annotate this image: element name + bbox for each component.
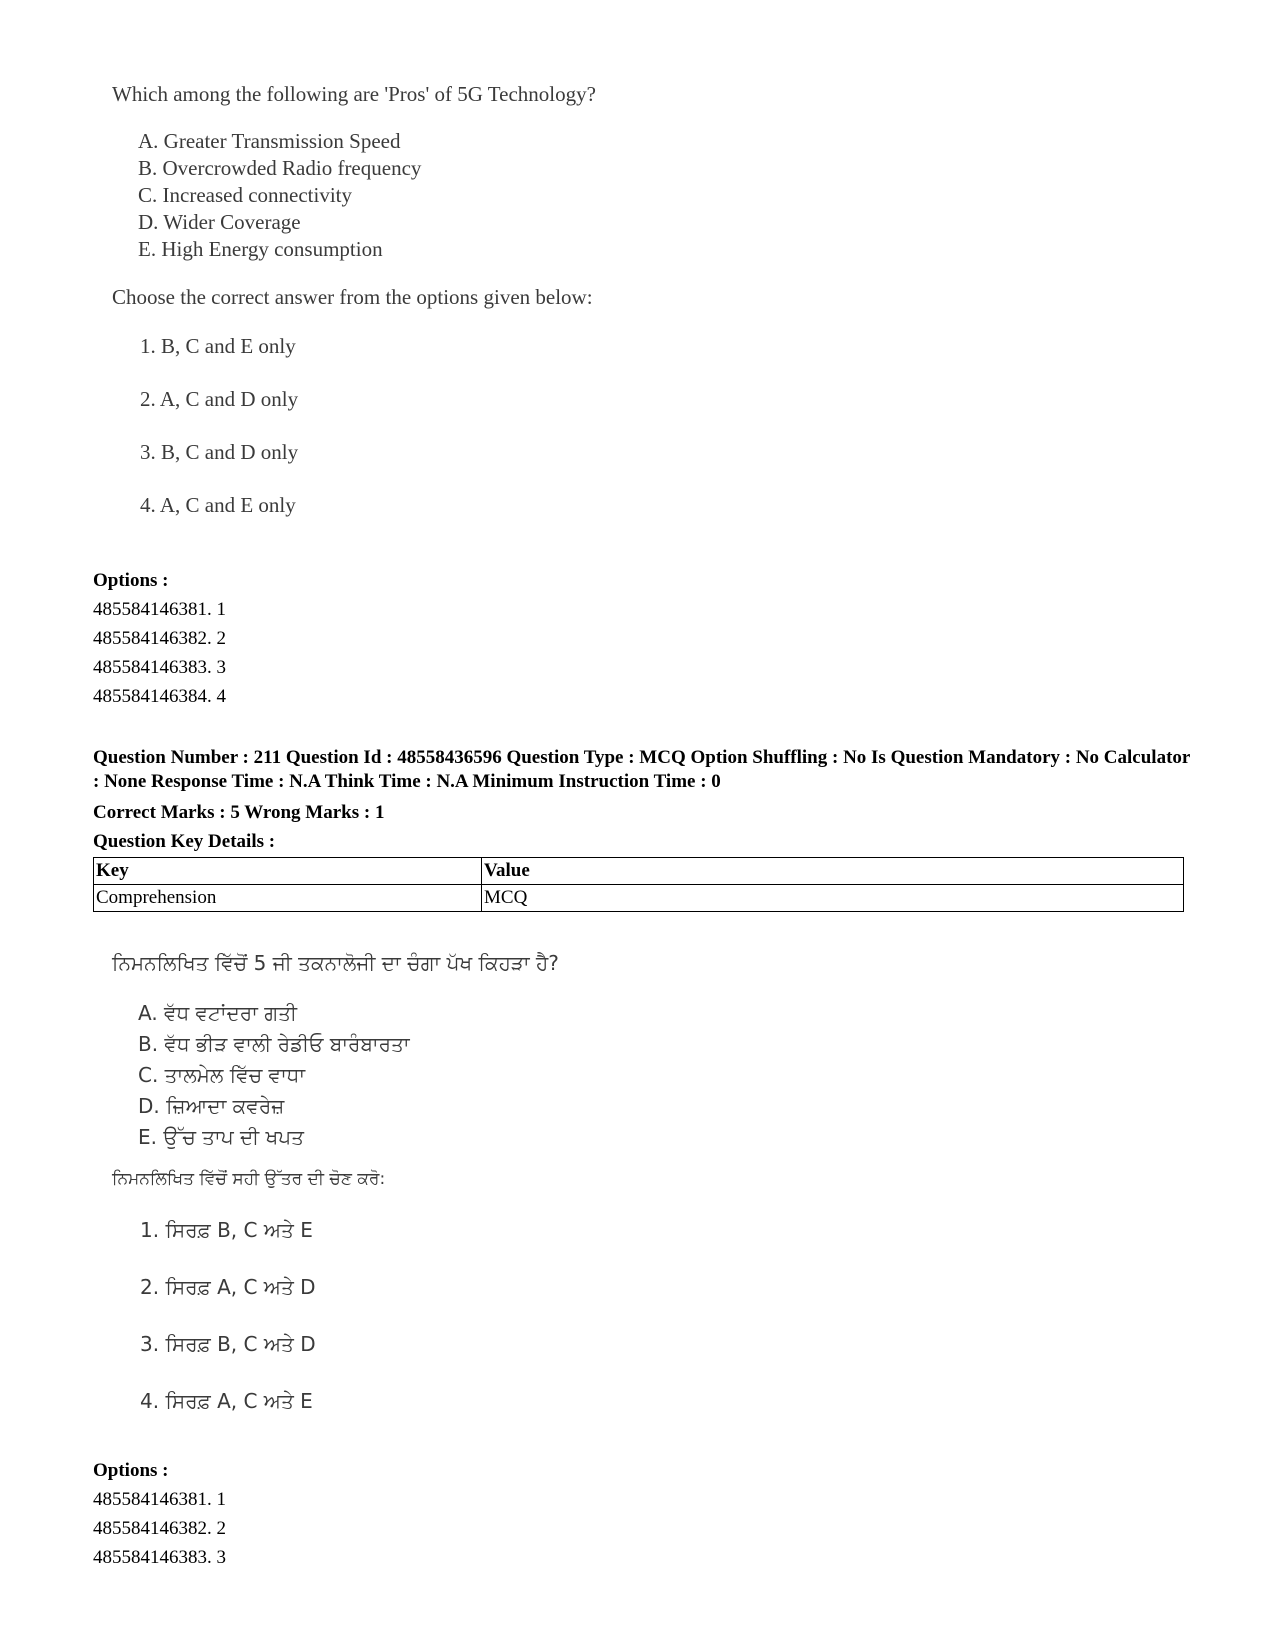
choose-instruction: Choose the correct answer from the options given below: bbox=[112, 285, 593, 309]
marks-info: Correct Marks : 5 Wrong Marks : 1 bbox=[93, 802, 385, 823]
answer-item: 4. A, C and E only bbox=[140, 493, 296, 517]
answer-item: 1. ਸਿਰਫ਼ B, C ਅਤੇ E bbox=[140, 1218, 313, 1242]
choose-instruction: ਨਿਮਨਲਿਖਿਤ ਵਿੱਚੋਂ ਸਹੀ ਉੱਤਰ ਦੀ ਚੋਣ ਕਰੋ: bbox=[112, 1169, 386, 1189]
statement-item: B. ਵੱਧ ਭੀੜ ਵਾਲੀ ਰੇਡੀਓ ਬਾਰੰਬਾਰਤਾ bbox=[138, 1032, 410, 1056]
table-cell-key: Comprehension bbox=[94, 885, 482, 912]
statement-item: C. ਤਾਲਮੇਲ ਵਿੱਚ ਵਾਧਾ bbox=[138, 1063, 306, 1087]
question-info: Question Number : 211 Question Id : 48558436596 Question Type : MCQ Option Shuffling : No Is Question Mandatory : No Calculator : None Response Time : N.A Think Time : N.A Minimum Instruction Time : 0 bbox=[93, 747, 1190, 792]
option-line: 485584146382. 2 bbox=[93, 1518, 226, 1539]
answer-list bbox=[112, 1215, 559, 1443]
option-line: 485584146381. 1 bbox=[93, 599, 226, 620]
option-line: 485584146381. 1 bbox=[93, 1489, 226, 1510]
key-details-heading: Question Key Details : bbox=[93, 831, 276, 852]
statement-item: E. High Energy consumption bbox=[138, 237, 383, 261]
statement-item: E. ਉੱਚ ਤਾਪ ਦੀ ਖਪਤ bbox=[138, 1125, 304, 1149]
statement-list bbox=[112, 128, 596, 263]
option-line: 485584146382. 2 bbox=[93, 628, 226, 649]
option-line: 485584146383. 3 bbox=[93, 657, 226, 678]
answer-item: 2. A, C and D only bbox=[140, 387, 299, 411]
question-image-punjabi bbox=[112, 948, 559, 1443]
options-heading: Options : bbox=[93, 570, 169, 591]
table-header-row bbox=[94, 858, 1184, 885]
statement-item: A. ਵੱਧ ਵਟਾਂਦਰਾ ਗਤੀ bbox=[138, 1001, 297, 1025]
table-cell-value: MCQ bbox=[482, 885, 1184, 912]
option-line: 485584146384. 4 bbox=[93, 686, 226, 707]
statement-item: A. Greater Transmission Speed bbox=[138, 129, 401, 153]
options-block bbox=[93, 1456, 226, 1572]
options-block bbox=[93, 566, 226, 711]
table-header-key: Key bbox=[94, 858, 482, 885]
answer-item: 2. ਸਿਰਫ਼ A, C ਅਤੇ D bbox=[140, 1275, 316, 1299]
table-row bbox=[94, 885, 1184, 912]
statement-item: B. Overcrowded Radio frequency bbox=[138, 156, 422, 180]
answer-list bbox=[112, 331, 596, 543]
statement-list bbox=[112, 998, 559, 1153]
statement-item: C. Increased connectivity bbox=[138, 183, 352, 207]
answer-item: 4. ਸਿਰਫ਼ A, C ਅਤੇ E bbox=[140, 1389, 313, 1413]
table-header-value: Value bbox=[482, 858, 1184, 885]
question-stem: ਨਿਮਨਲਿਖਿਤ ਵਿੱਚੋਂ 5 ਜੀ ਤਕਨਾਲੋਜੀ ਦਾ ਚੰਗਾ ਪੱਖ ਕਿਹੜਾ ਹੈ? bbox=[112, 951, 559, 975]
key-details-table bbox=[93, 857, 1184, 912]
option-line: 485584146383. 3 bbox=[93, 1547, 226, 1568]
answer-item: 1. B, C and E only bbox=[140, 334, 296, 358]
statement-item: D. Wider Coverage bbox=[138, 210, 301, 234]
options-heading: Options : bbox=[93, 1460, 169, 1481]
question-image-english bbox=[112, 82, 596, 543]
question-meta bbox=[93, 746, 1193, 856]
statement-item: D. ਜ਼ਿਆਦਾ ਕਵਰੇਜ਼ bbox=[138, 1094, 285, 1118]
answer-item: 3. ਸਿਰਫ਼ B, C ਅਤੇ D bbox=[140, 1332, 316, 1356]
answer-item: 3. B, C and D only bbox=[140, 440, 299, 464]
question-stem: Which among the following are 'Pros' of 5G Technology? bbox=[112, 82, 596, 106]
